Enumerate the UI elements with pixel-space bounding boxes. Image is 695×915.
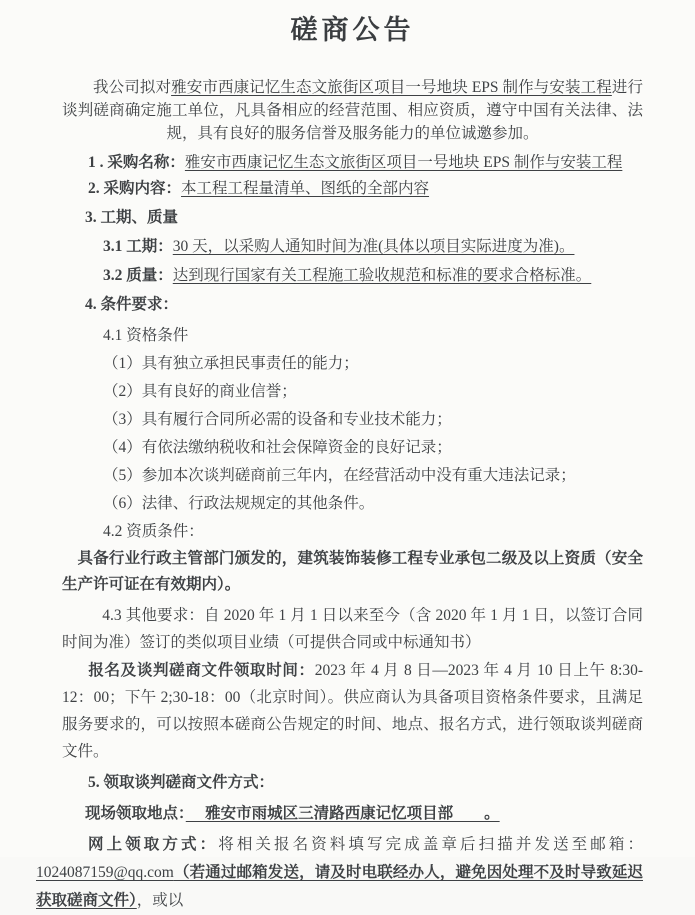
qualification-heading: 4.1 资格条件 bbox=[103, 327, 189, 344]
online-pickup-tail: ，或以 bbox=[136, 892, 184, 909]
purchase-name-value: 雅安市西康记忆生态文旅街区项目一号地块 EPS 制作与安装工程 bbox=[184, 154, 623, 171]
onsite-pickup-address: 雅安市雨城区三清路西康记忆项目部 。 bbox=[185, 805, 500, 822]
pickup-method-heading: 5. 领取谈判磋商文件方式： bbox=[88, 774, 275, 791]
quality-item bbox=[62, 264, 643, 287]
onsite-pickup bbox=[62, 802, 643, 825]
qualification-item-4: （4）有依法缴纳税收和社会保障资金的良好记录； bbox=[103, 439, 452, 456]
online-pickup-label: 网上领取方式： bbox=[88, 836, 219, 853]
quality-value: 达到现行国家有关工程施工验收规范和标准的要求合格标准。 bbox=[172, 267, 592, 284]
intro-post-text: 进行谈判磋商确定施工单位，凡具备相应的经营范围、相应资质，遵守中国有关法律、法规，具有良好的服务信誉及服务能力的单位诚邀参加。 bbox=[62, 79, 643, 142]
purchase-content-item bbox=[62, 177, 643, 200]
purchase-name-label: 1 . 采购名称： bbox=[88, 154, 185, 171]
registration-time bbox=[62, 657, 643, 765]
registration-time-value: 2023 年 4 月 8 日—2023 年 4 月 10 日上午 8:30-12：00；下午 2;30-18：00（北京时间）。供应商认为具备项目资格条件要求，且满足服务要求的，可以按照本磋商公告规定的时间、地点、报名方式，进行领取谈判磋商文件。 bbox=[62, 662, 643, 760]
online-pickup bbox=[36, 831, 643, 915]
other-requirements: 4.3 其他要求：自 2020 年 1 月 1 日以来至今（含 2020 年 1 月 1 日，以签订合同时间为准）签订的类似项目业绩（可提供合同或中标通知书） bbox=[62, 607, 643, 651]
qualification-item-6: （6）法律、行政法规规定的其他条件。 bbox=[103, 495, 375, 512]
online-pickup-text: 将相关报名资料填写完成盖章后扫描并发送至邮箱： bbox=[218, 836, 643, 853]
duration-value: 30 天，以采购人通知时间为准(具体以项目实际进度为准)。 bbox=[172, 238, 575, 255]
conditions-heading: 4. 条件要求： bbox=[85, 296, 179, 313]
qualification-item-5: （5）参加本次谈判磋商前三年内，在经营活动中没有重大违法记录； bbox=[103, 467, 576, 484]
intro-project-name: 雅安市西康记忆生态文旅街区项目一号地块 EPS 制作与安装工程 bbox=[171, 79, 612, 96]
qualification-item-1: （1）具有独立承担民事责任的能力； bbox=[103, 355, 359, 372]
credential-heading: 4.2 资质条件： bbox=[103, 523, 204, 540]
qualification-item-3: （3）具有履行合同所必需的设备和专业技术能力； bbox=[103, 411, 452, 428]
email-address: 1024087159@qq.com bbox=[36, 864, 174, 881]
page-title: 磋商公告 bbox=[290, 15, 415, 45]
duration-quality-heading: 3. 工期、质量 bbox=[85, 209, 179, 226]
quality-label: 3.2 质量： bbox=[103, 267, 173, 284]
duration-label: 3.1 工期： bbox=[103, 238, 173, 255]
credential-requirement: 具备行业行政主管部门颁发的，建筑装饰装修工程专业承包二级及以上资质（安全生产许可证在有效期内）。 bbox=[62, 550, 643, 593]
purchase-content-value: 本工程工程量清单、图纸的全部内容 bbox=[181, 180, 430, 197]
intro-pre-text: 我公司拟对 bbox=[93, 79, 172, 96]
qualification-item-2: （2）具有良好的商业信誉； bbox=[103, 383, 297, 400]
purchase-name-item bbox=[62, 151, 643, 174]
intro-paragraph bbox=[62, 76, 643, 145]
onsite-pickup-label: 现场领取地点： bbox=[85, 805, 186, 822]
email-warning-note: （若通过邮箱发送，请及时电联经办人，避免因处理不及时导致延迟获取磋商文件） bbox=[36, 864, 643, 909]
purchase-content-label: 2. 采购内容： bbox=[88, 180, 182, 197]
registration-time-label: 报名及谈判磋商文件领取时间： bbox=[88, 662, 315, 679]
duration-item bbox=[62, 235, 643, 258]
